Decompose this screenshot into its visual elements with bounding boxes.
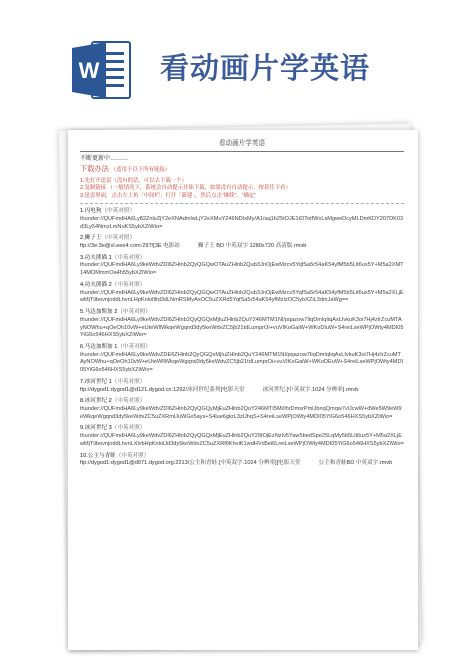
entry-subtitle: （中英对照） (117, 309, 151, 316)
entry-title: 冰河世纪 3 (84, 425, 112, 432)
entry-number: 4. (80, 281, 85, 288)
movie-entry (80, 453, 404, 468)
page-header (0, 0, 474, 120)
download-link[interactable]: ftp://dygod1:dygod1@d121.dygod.cn:1292/冰河世纪系列[电影天堂 (80, 386, 245, 393)
entry-title: 马达加斯加 2 (84, 309, 118, 316)
entry-title: 功夫熊猫 2 (84, 281, 112, 288)
entry-subtitle: （中英对照） (115, 452, 150, 459)
entry-number: 6. (80, 343, 85, 350)
movie-entry (80, 255, 404, 278)
movie-entry (80, 309, 404, 340)
word-document-icon (72, 38, 132, 102)
entry-subtitle: （中英对照） (101, 208, 136, 215)
svg-text:W: W (78, 58, 100, 83)
entry-subtitle: （中英对照） (111, 254, 146, 261)
download-link[interactable]: ftp://3e:3e@xl.eee4.com:29?/[3E 电影站 (80, 243, 180, 250)
entry-subtitle: （中英对照） (111, 378, 146, 385)
movie-entry (80, 379, 404, 394)
download-filename: 狮子王 BD 中英双字 1280x720 高清版.rmvb (197, 243, 307, 250)
download-step-1: 1.先打开迅雷（没有的话，可以去下载一个） (80, 177, 187, 184)
entry-title: 闪电狗 (84, 208, 102, 215)
download-heading-text: 下载办法 (80, 164, 109, 174)
download-link[interactable]: thunder://QUFmdHA6Ly9keWdvZDl6ZHlnb2QyQGQyMjEuZHlnb2QuY246MTI5Mi/lhrDmsrPmlJbnqQmqw7vlJcwW+dWe5W9eW9eWkqeWgqnd3dy5keWdvZC5uZXRmlJuWGx5ays+S4lue6gkrL3zUhqS+S4reiLseWPjOWty4MDI05YiG6o546HXS5ybXZiWio= (80, 405, 402, 420)
movie-entry (80, 208, 404, 231)
download-link[interactable]: thunder://QUFmdHA6Ly9keWdvZDl6ZHlnb2QyQGQwOTAuZHlnb2Qub3JnOjEwMzcv5YqfSa5r54aK54yfM5b5Lit6ux5Y+M5a2XLjEwMjTlibovnjoddLhvnLHpKnlolIltd3dLNmRSMyAxOC5uZXRd5YqfSa5r54aK54yfMzIzOC5ybXZiL3dmJaWg== (80, 289, 404, 304)
download-link[interactable]: ftp://dygod1:dygod1@d071.dygod.org:2213/公主和青蛙.[中英双字.1024 分辨率][电影天堂 (80, 460, 301, 467)
entry-subtitle: （中英对照） (111, 398, 146, 405)
movie-entry (80, 282, 404, 305)
download-step-3: 3.迅雷界面，点击左上角「中间栏」打开「新建」，然后点击“继续”、“确定” (80, 192, 257, 199)
download-step-2: 2.复制链接 （一般情况下，系统会自动提示开始下载，如果没有自动提示，按着往下看） (80, 185, 291, 192)
updating-note: 不断更新中……… (80, 156, 129, 163)
entry-title: 冰河世纪 1 (84, 378, 112, 385)
entry-subtitle: （中英对照） (111, 281, 146, 288)
movie-entry (80, 235, 404, 250)
entry-number: 5. (80, 309, 85, 316)
entry-number: 3. (80, 254, 85, 261)
entry-number: 7. (80, 378, 85, 385)
movie-entry (80, 344, 404, 375)
entry-title: 功夫熊猫 1 (84, 254, 112, 261)
download-link[interactable]: thunder://QUFmdHA6Ly9keWdvZDl6ZHlnb2QyQGQxMjIuZHlnb2QuY246MTM1NI/pqazow7IiqDmlqIiqAxLIvkuK3oi7Hj4zIrZcuMTAyNOWhu+qOeOh10vW+eUteWllWkqeWgqnd3dy5keWdvZC5jb21tdLumprOi+vuVIKoGaiW+WKoDIuW+S4reiLseWPjOWty4MDI05YiG6o546HXS5ybXZiWio= (80, 316, 404, 339)
entry-title: 狮子王 (84, 235, 102, 242)
download-link[interactable]: thunder://QUFmdHA6Ly82ZnlsZjY2eXNAdmlwLjY2eXMuY246NDIxMy/A1/aq1b25tOJE1tDTotfWxLsMgweDcyMLDmKDY207DK03d3Ly54NmzLmNuKS5ybXZiWio= (80, 215, 404, 230)
download-link[interactable]: thunder://QUFmdHA6Ly9keWdvZDl6ZHlnb2QyQGQwOTAuZHlnb2Qub3JnOjEwMzcv5YqfSa5r54aK54yfM5b5Lit6ux5Y+M5a2XMT14MOMmmOa4h55ybXZiWio= (80, 262, 404, 277)
title-divider (80, 151, 404, 152)
download-filename: 公主和青蛙BD 中英双字.rmvb (318, 460, 393, 467)
movie-entry (80, 398, 404, 421)
download-heading (80, 164, 404, 174)
download-link[interactable]: thunder://QUFmdHA6Ly9keWdvZDE6ZHlnb2QyQGQxMjIuZHlnb2QuY246MTM1NI/pqazow7IiqDmlqIiqAxLIvkuK3oi7Hj4zIrZcuMTAyNOWhu+qOeOh10vW+eUteWllWkqeWgqnd3dy5keWdvZC5jb21tdLumprOi+vuVIKoGaiW+WKoDEuW+S4reiLseWPjOWty4MDI05YiG6o546HXS5ybXZiWio= (80, 351, 404, 374)
entry-number: 10. (80, 452, 88, 459)
page-title: 看动画片学英语 (160, 51, 371, 85)
document-page (68, 130, 418, 650)
document-title: 看动画片学英语 (218, 140, 266, 147)
entry-number: 9. (80, 425, 85, 432)
entry-subtitle: （中英对照） (111, 425, 146, 432)
section-divider (80, 203, 404, 204)
download-heading-note: （适用于以下所有链接） (110, 167, 171, 174)
entry-number: 2. (80, 235, 85, 242)
download-filename: 冰河世纪.[中英双字.1024 分辨率].rmvb (262, 386, 359, 393)
entry-title: 马达加斯加 1 (84, 343, 118, 350)
entry-subtitle: （中英对照） (117, 343, 151, 350)
entry-title: 公主与青蛙 (87, 452, 116, 459)
entry-number: 8. (80, 398, 85, 405)
download-link[interactable]: thunder://QUFmdHA6Ly9keWdvZDl6ZHlnb2QyQGQxMjEuZHlnb2QuY29tOjEzNzIv5Yaw5bedSpe25LqMy5b5Lit6ux5Y+M5a2XLjEwMjTlibovnjoddLhvnLXlvbHpKnlolJd3dy5keWdvZC5uZXRf6KhviK1wdHVd5ei6LreiLseWPjOWty4MDI05YiG6o546HXS5ybXZiWio= (80, 433, 404, 447)
movie-entry (80, 425, 404, 448)
entry-number: 1. (80, 208, 85, 215)
entry-subtitle: （中英对照） (101, 235, 136, 242)
entry-title: 冰河世纪 2 (84, 398, 112, 405)
